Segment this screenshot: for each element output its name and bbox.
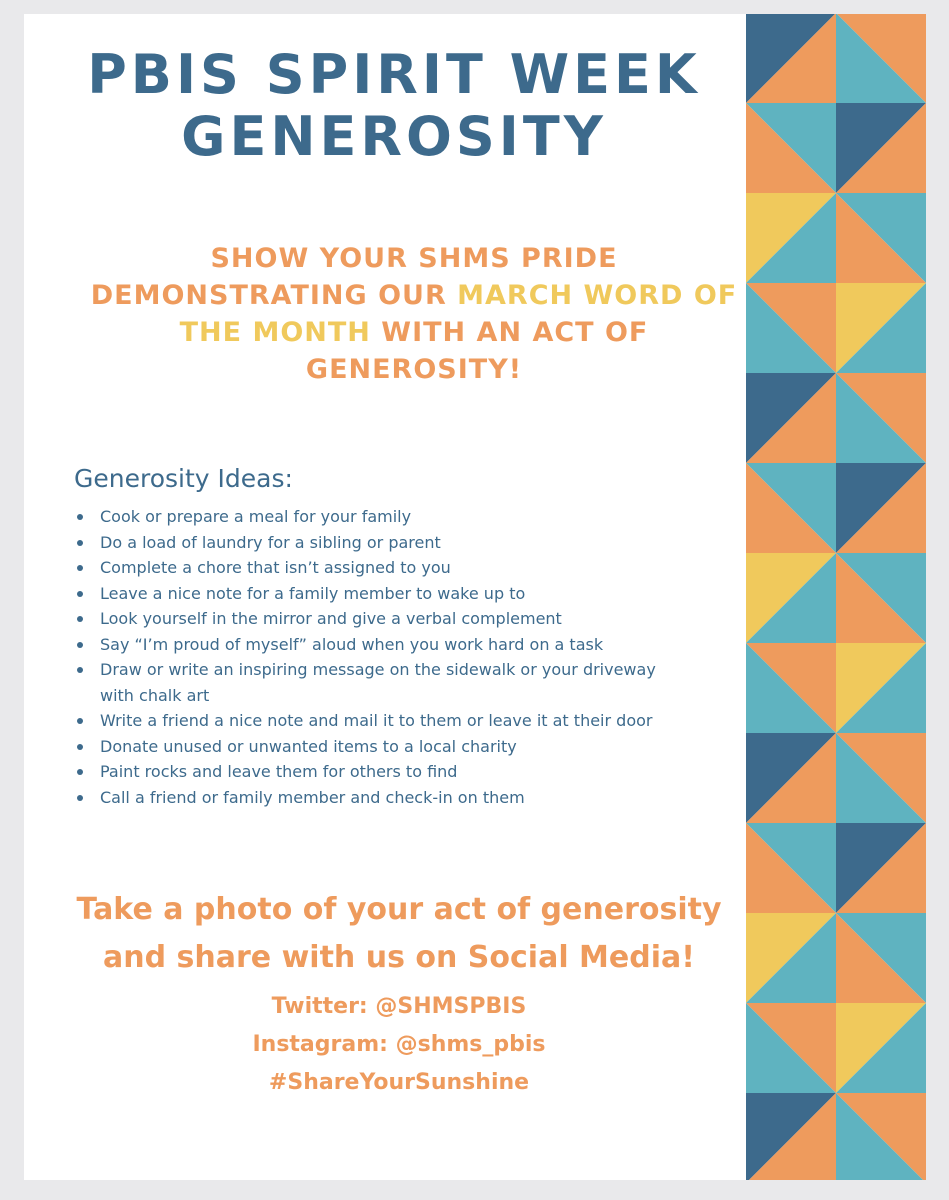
flyer-content: [24, 14, 744, 1180]
list-item: Cook or prepare a meal for your family: [74, 504, 694, 530]
list-item: Paint rocks and leave them for others to find: [74, 759, 694, 785]
list-item: Draw or write an inspiring message on the sidewalk or your driveway with chalk art: [74, 657, 694, 708]
list-item: Look yourself in the mirror and give a verbal complement: [74, 606, 694, 632]
triangle-pattern-graphic: [746, 14, 926, 1180]
ideas-list: [74, 504, 694, 810]
list-item: Write a friend a nice note and mail it to them or leave it at their door: [74, 708, 694, 734]
list-item: Say “I’m proud of myself” aloud when you work hard on a task: [74, 632, 694, 658]
title-line-1: PBIS SPIRIT WEEK: [87, 43, 701, 106]
subtitle-part-1: SHOW YOUR SHMS PRIDE DEMONSTRATING OUR: [90, 243, 618, 311]
list-item: Donate unused or unwanted items to a local charity: [74, 734, 694, 760]
title-line-2: GENEROSITY: [181, 105, 607, 168]
ideas-heading: Generosity Ideas:: [74, 464, 293, 493]
list-item: Leave a nice note for a family member to wake up to: [74, 581, 694, 607]
subtitle-highlight: MARCH WORD OF THE MONTH: [179, 280, 738, 348]
list-item: Call a friend or family member and check-in on them: [74, 785, 694, 811]
cta-message: Take a photo of your act of generosity and share with us on Social Media!: [76, 892, 722, 975]
flyer-subtitle: [74, 240, 754, 388]
flyer-title: [24, 44, 764, 168]
list-item: Complete a chore that isn’t assigned to you: [74, 555, 694, 581]
geometric-pattern-border: [746, 14, 926, 1180]
subtitle-part-2: WITH AN ACT OF GENEROSITY!: [305, 317, 649, 385]
hashtag: #ShareYourSunshine: [268, 1070, 530, 1095]
instagram-handle: Instagram: @shms_pbis: [252, 1032, 546, 1057]
list-item: Do a load of laundry for a sibling or parent: [74, 530, 694, 556]
twitter-handle: Twitter: @SHMSPBIS: [271, 994, 527, 1019]
flyer-page: [24, 14, 926, 1180]
call-to-action: [64, 886, 734, 1102]
